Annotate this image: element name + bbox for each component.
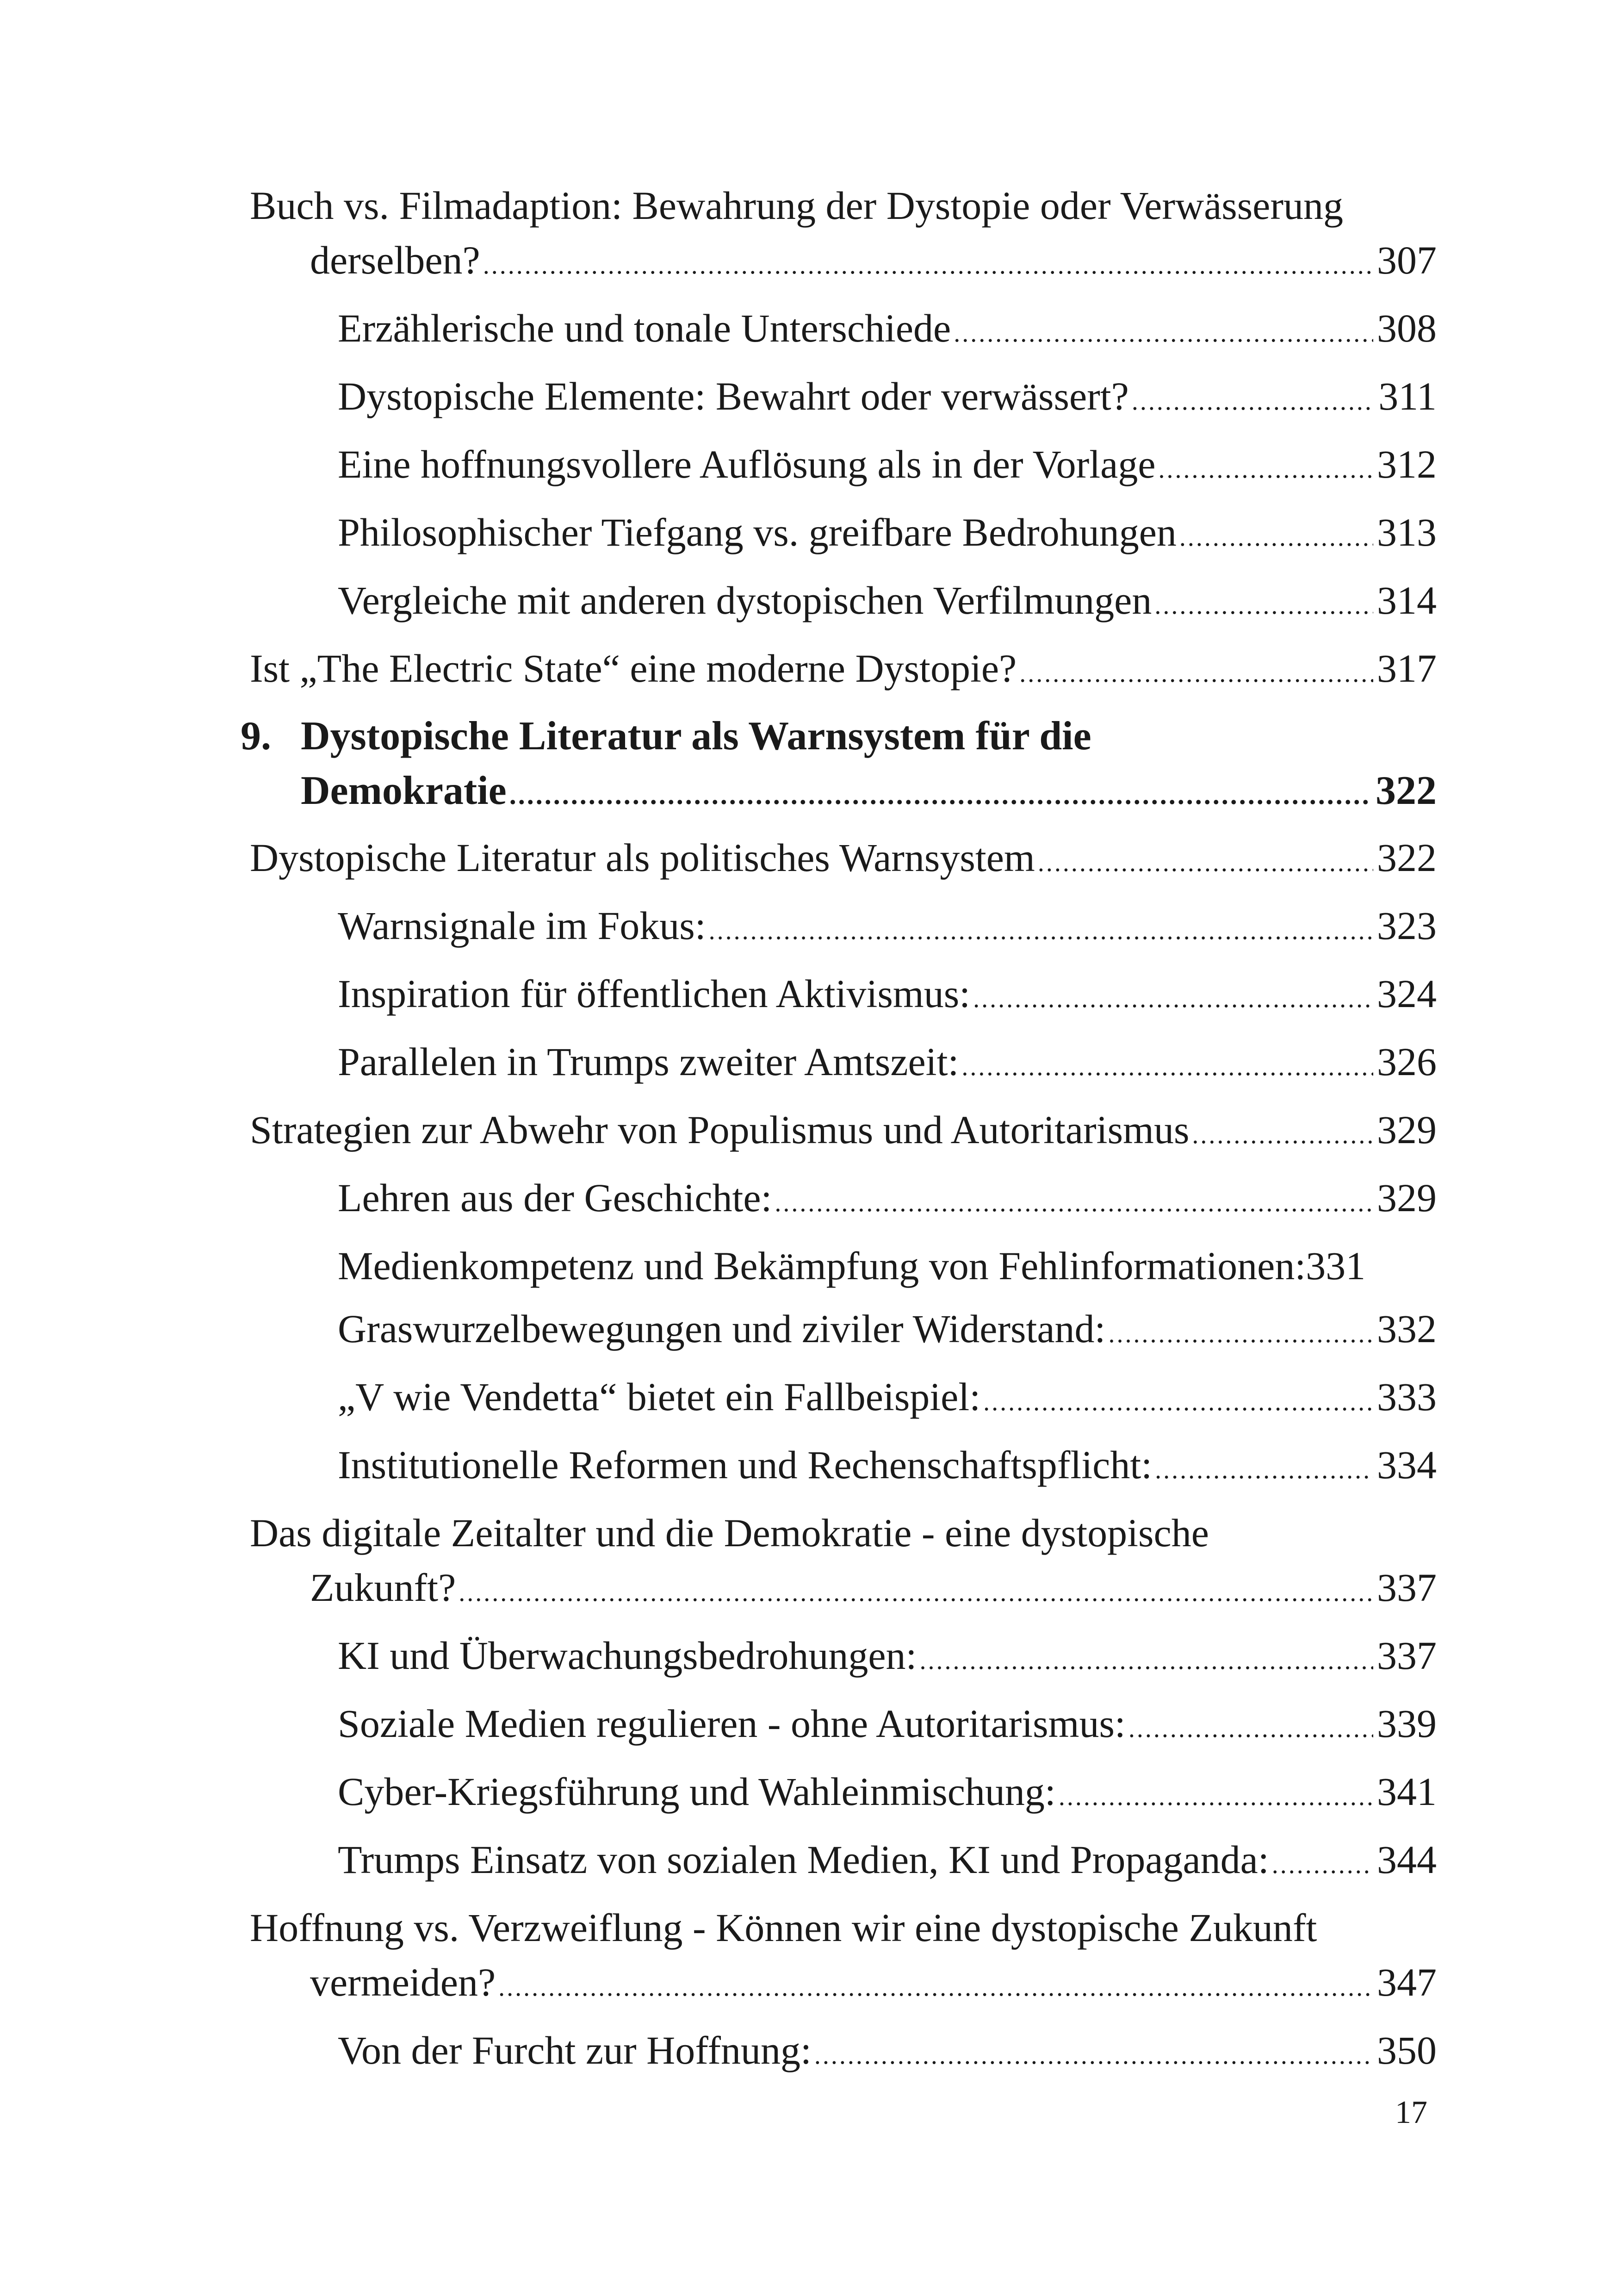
- toc-entry-electric-state[interactable]: [250, 641, 1437, 701]
- dot-leader: [1272, 1837, 1373, 1892]
- dot-leader: [1154, 578, 1373, 633]
- toc-entry-title: Ist „The Electric State“ eine moderne Dystopie?: [250, 646, 1017, 691]
- toc-subentry[interactable]: [250, 1437, 1437, 1497]
- toc-page-number: 341: [1377, 1769, 1437, 1814]
- toc-entry-title: „V wie Vendetta“ bietet ein Fallbeispiel:: [338, 1375, 981, 1419]
- dot-leader: [1159, 442, 1374, 497]
- toc-page-number: 311: [1378, 374, 1437, 418]
- toc-page-number: 312: [1377, 442, 1437, 486]
- toc-page-number: 334: [1377, 1443, 1437, 1487]
- toc-entry-title: Zukunft?: [310, 1565, 456, 1610]
- toc-page-number: 313: [1377, 510, 1437, 554]
- toc-subentry[interactable]: [250, 1170, 1437, 1230]
- toc-entry-title: Lehren aus der Geschichte:: [338, 1176, 772, 1220]
- chapter-title: Dystopische Literatur als Warnsystem für die: [301, 714, 1091, 759]
- dot-leader: [483, 238, 1373, 292]
- toc-entry-section[interactable]: [250, 1102, 1437, 1162]
- toc-entry-title: Von der Furcht zur Hoffnung:: [338, 2028, 812, 2072]
- dot-leader: [961, 1039, 1373, 1094]
- toc-entry-title: vermeiden?: [310, 1960, 496, 2004]
- toc-entry-title: derselben?: [310, 238, 480, 282]
- toc-entry-title: Philosophischer Tiefgang vs. greifbare Bedrohungen: [338, 510, 1177, 554]
- chapter-number: 9.: [241, 714, 271, 759]
- toc-subentry[interactable]: [250, 301, 1437, 361]
- toc-entry-title: Strategien zur Abwehr von Populismus und Autoritarismus: [250, 1108, 1190, 1152]
- dot-leader: [509, 767, 1372, 822]
- toc-entry-buch-vs-filmadaption[interactable]: [250, 178, 1437, 292]
- toc-entry-title: Soziale Medien regulieren - ohne Autoritarismus:: [338, 1701, 1126, 1746]
- toc-page-number: 331: [1306, 1244, 1366, 1288]
- toc-entry-title: Buch vs. Filmadaption: Bewahrung der Dystopie oder Verwässerung: [250, 183, 1343, 228]
- toc-page-number: 322: [1377, 835, 1437, 880]
- toc-chapter-9[interactable]: [241, 709, 1437, 822]
- toc-subentry[interactable]: [250, 966, 1437, 1026]
- toc-subentry[interactable]: [250, 1628, 1437, 1688]
- dot-leader: [973, 971, 1373, 1026]
- toc-entry-title: Institutionelle Reformen und Rechenschaftspflicht:: [338, 1443, 1153, 1487]
- toc-page-number: 314: [1377, 578, 1437, 622]
- toc-page-number: 307: [1377, 238, 1437, 282]
- toc-subentry[interactable]: [250, 437, 1437, 497]
- toc-entry-title: Cyber-Kriegsführung und Wahleinmischung:: [338, 1769, 1056, 1814]
- toc-page-number: 339: [1377, 1701, 1437, 1746]
- toc-page-number: 329: [1377, 1108, 1437, 1152]
- chapter-title: Demokratie: [301, 768, 507, 813]
- toc-entry-title: Dystopische Literatur als politisches Warnsystem: [250, 835, 1035, 880]
- toc-entry-title: Hoffnung vs. Verzweiflung - Können wir eine dystopische Zukunft: [250, 1905, 1317, 1950]
- dot-leader: [1179, 510, 1373, 565]
- toc-subentry[interactable]: [250, 1832, 1437, 1892]
- dot-leader: [1059, 1769, 1373, 1824]
- toc-entry-section[interactable]: [250, 1506, 1437, 1620]
- toc-page-number: 333: [1377, 1375, 1437, 1419]
- toc-entry-title: Graswurzelbewegungen und ziviler Widerstand:: [338, 1307, 1106, 1351]
- dot-leader: [1192, 1108, 1373, 1162]
- toc-subentry[interactable]: [250, 505, 1437, 565]
- dot-leader: [1038, 835, 1373, 890]
- dot-leader: [459, 1565, 1373, 1620]
- dot-leader: [498, 1960, 1373, 2015]
- toc-subentry[interactable]: [250, 1696, 1437, 1756]
- toc-page-number: 326: [1377, 1039, 1437, 1084]
- toc-entry-title: Dystopische Elemente: Bewahrt oder verwässert?: [338, 374, 1129, 418]
- toc-entry-section[interactable]: [250, 830, 1437, 890]
- toc-entry-title: Eine hoffnungsvollere Auflösung als in der Vorlage: [338, 442, 1156, 486]
- dot-leader: [1019, 646, 1373, 701]
- dot-leader: [919, 1633, 1373, 1688]
- toc-entry-title: Inspiration für öffentlichen Aktivismus:: [338, 971, 971, 1016]
- toc-entry-section[interactable]: [250, 1900, 1437, 2015]
- toc-page-number: 332: [1377, 1307, 1437, 1351]
- toc-subentry[interactable]: [250, 1034, 1437, 1094]
- table-of-contents: [241, 178, 1437, 2091]
- dot-leader: [1108, 1307, 1373, 1361]
- toc-subentry[interactable]: [250, 2023, 1437, 2083]
- dot-leader: [954, 306, 1373, 361]
- dot-leader: [1132, 374, 1375, 429]
- toc-page-number: 350: [1377, 2028, 1437, 2072]
- toc-entry-title: Erzählerische und tonale Unterschiede: [338, 306, 951, 350]
- toc-subentry[interactable]: [250, 573, 1437, 633]
- toc-page-number: 337: [1377, 1565, 1437, 1610]
- page-number: 17: [1395, 2095, 1427, 2130]
- dot-leader: [1128, 1701, 1373, 1756]
- toc-page-number: 347: [1377, 1960, 1437, 2004]
- toc-entry-title: KI und Überwachungsbedrohungen:: [338, 1633, 917, 1678]
- toc-page-number: 344: [1377, 1837, 1437, 1882]
- toc-subentry[interactable]: [250, 369, 1437, 429]
- toc-page-number: 329: [1377, 1176, 1437, 1220]
- dot-leader: [983, 1375, 1373, 1429]
- toc-page-number: 317: [1377, 646, 1437, 691]
- toc-page-number: 337: [1377, 1633, 1437, 1678]
- toc-entry-title: Das digitale Zeitalter und die Demokratie - eine dystopische: [250, 1511, 1209, 1555]
- toc-subentry[interactable]: [250, 1238, 1437, 1293]
- toc-entry-title: Warnsignale im Fokus:: [338, 903, 706, 948]
- toc-entry-title: Parallelen in Trumps zweiter Amtszeit:: [338, 1039, 959, 1084]
- toc-page-number: 308: [1377, 306, 1437, 350]
- dot-leader: [775, 1176, 1373, 1230]
- toc-subentry[interactable]: [250, 1301, 1437, 1361]
- toc-entry-title: Vergleiche mit anderen dystopischen Verfilmungen: [338, 578, 1152, 622]
- toc-subentry[interactable]: [250, 1764, 1437, 1824]
- dot-leader: [709, 903, 1373, 958]
- toc-page-number: 322: [1376, 768, 1437, 813]
- toc-page-number: 324: [1377, 971, 1437, 1016]
- dot-leader: [814, 2028, 1373, 2083]
- toc-page-number: 323: [1377, 903, 1437, 948]
- toc-entry-title: Trumps Einsatz von sozialen Medien, KI und Propaganda:: [338, 1837, 1269, 1882]
- toc-entry-title: Medienkompetenz und Bekämpfung von Fehlinformationen:: [338, 1244, 1306, 1288]
- toc-subentry[interactable]: [250, 898, 1437, 958]
- dot-leader: [1155, 1443, 1373, 1497]
- toc-subentry[interactable]: [250, 1369, 1437, 1429]
